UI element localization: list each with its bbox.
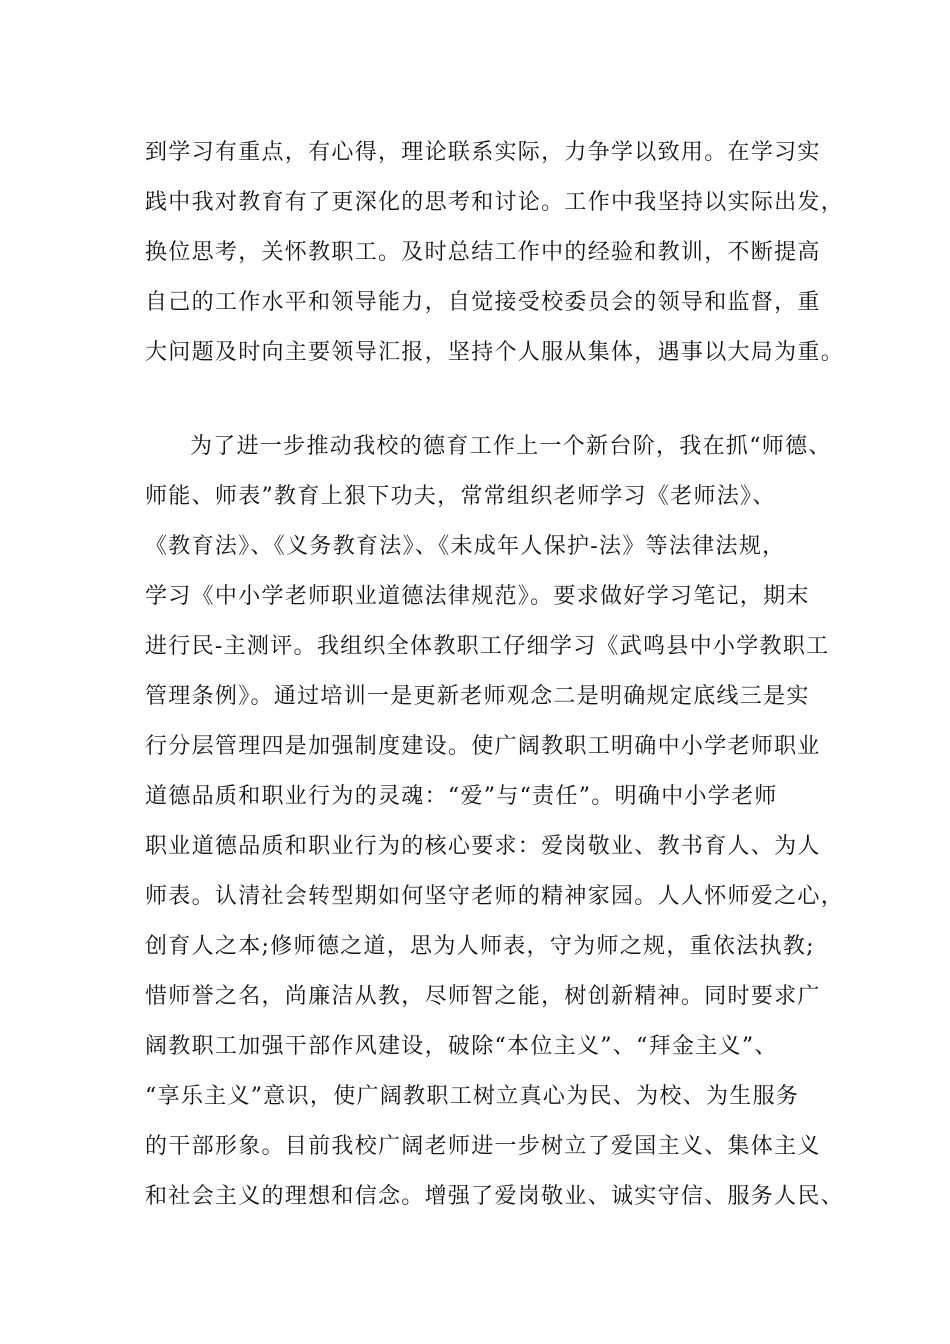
paragraph-1-line-1: 到学习有重点，有心得，理论联系实际，力争学以致用。在学习实 bbox=[145, 140, 821, 165]
paragraph-2-line-3: 《教育法》、《义务教育法》、《未成年人保护-法》等法律法规， bbox=[145, 534, 786, 559]
paragraph-2-line-9: 职业道德品质和职业行为的核心要求：爱岗敬业、教书育人、为人 bbox=[145, 834, 821, 859]
paragraph-2-line-1: 为了进一步推动我校的德育工作上一个新台阶，我在抓“师德、 bbox=[190, 434, 832, 459]
paragraph-2-line-7: 行分层管理四是加强制度建设。使广阔教职工明确中小学老师职业 bbox=[145, 734, 821, 759]
paragraph-2-line-4: 学习《中小学老师职业道德法律规范》。要求做好学习笔记，期末 bbox=[145, 584, 810, 609]
paragraph-2-line-15: 的干部形象。目前我校广阔老师进一步树立了爱国主义、集体主义 bbox=[145, 1134, 821, 1159]
paragraph-2-line-8: 道德品质和职业行为的灵魂：“爱”与“责任”。明确中小学老师 bbox=[145, 784, 778, 809]
paragraph-2-line-12: 惜师誉之名，尚廉洁从教，尽师智之能，树创新精神。同时要求广 bbox=[145, 984, 821, 1009]
paragraph-1-line-5: 大问题及时向主要领导汇报，坚持个人服从集体，遇事以大局为重。 bbox=[145, 340, 845, 365]
paragraph-1-line-2: 践中我对教育有了更深化的思考和讨论。工作中我坚持以实际出发， bbox=[145, 190, 845, 215]
paragraph-2-line-6: 管理条例》。通过培训一是更新老师观念二是明确规定底线三是实 bbox=[145, 684, 810, 709]
paragraph-1-line-4: 自己的工作水平和领导能力，自觉接受校委员会的领导和监督，重 bbox=[145, 290, 821, 315]
paragraph-2-line-2: 师能、师表”教育上狠下功夫，常常组织老师学习《老师法》、 bbox=[145, 484, 776, 509]
paragraph-2-line-10: 师表。认清社会转型期如何坚守老师的精神家园。人人怀师爱之心， bbox=[145, 884, 845, 909]
paragraph-2-line-11: 创育人之本;修师德之道，思为人师表，守为师之规，重依法执教; bbox=[145, 934, 815, 959]
paragraph-2-line-13: 阔教职工加强干部作风建设，破除“本位主义”、“拜金主义”、 bbox=[145, 1034, 778, 1059]
paragraph-2-line-5: 进行民-主测评。我组织全体教职工仔细学习《武鸣县中小学教职工 bbox=[145, 634, 830, 659]
paragraph-2-line-16: 和社会主义的理想和信念。增强了爱岗敬业、诚实守信、服务人民、 bbox=[145, 1184, 845, 1209]
paragraph-1-line-3: 换位思考，关怀教职工。及时总结工作中的经验和教训，不断提高 bbox=[145, 240, 821, 265]
paragraph-2-line-14: “享乐主义”意识，使广阔教职工树立真心为民、为校、为生服务 bbox=[145, 1084, 800, 1109]
